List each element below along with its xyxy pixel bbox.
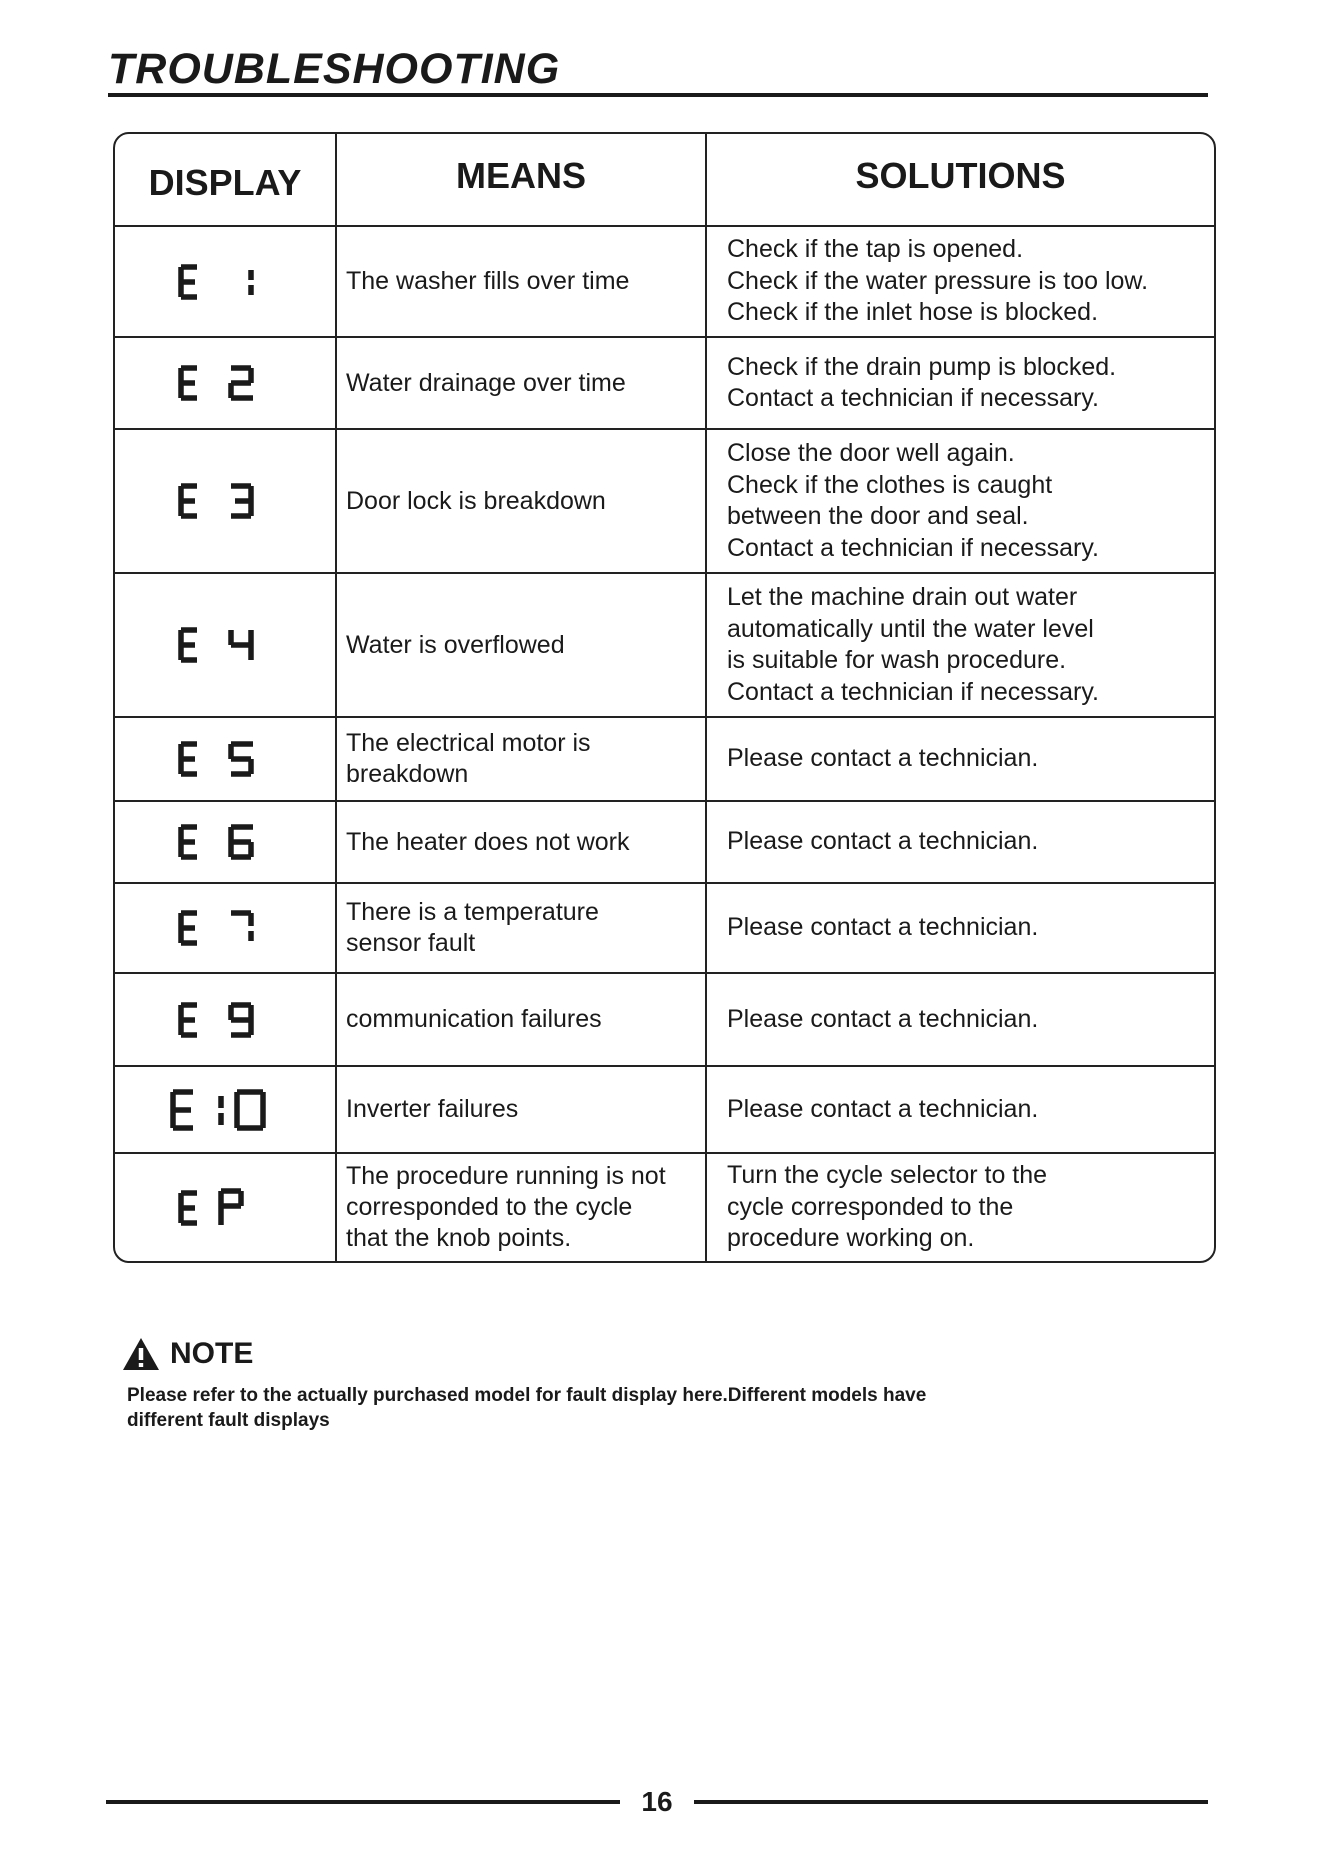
- header-solutions: SOLUTIONS: [706, 134, 1214, 226]
- solution-cell: Close the door well again. Check if the clothes is caught between the door and seal. Contact a technician if necessary.: [706, 429, 1214, 573]
- seven-segment-code: [177, 264, 273, 300]
- warning-triangle-icon: [122, 1337, 160, 1371]
- solution-cell: Please contact a technician.: [706, 801, 1214, 883]
- display-code-cell: [115, 337, 336, 429]
- seven-segment-code: [177, 741, 273, 777]
- solution-cell: Turn the cycle selector to the cycle corresponded to the procedure working on.: [706, 1153, 1214, 1261]
- solution-cell: Check if the tap is opened. Check if the water pressure is too low. Check if the inlet hose is blocked.: [706, 226, 1214, 337]
- page-title: TROUBLESHOOTING: [108, 45, 561, 93]
- display-code-cell: [115, 1153, 336, 1261]
- table-row: [115, 801, 1214, 883]
- table-row: [115, 1066, 1214, 1153]
- display-code-cell: [115, 1066, 336, 1153]
- footer-rule-right: [694, 1800, 1208, 1804]
- seven-segment-code: [177, 365, 273, 401]
- table-row: [115, 226, 1214, 337]
- solution-cell: Please contact a technician.: [706, 1066, 1214, 1153]
- note-text: Please refer to the actually purchased model for fault display here.Different models have different fault displays: [127, 1385, 927, 1431]
- display-code-cell: [115, 801, 336, 883]
- means-cell: The electrical motor is breakdown: [336, 717, 706, 801]
- seven-segment-code: [177, 1002, 273, 1038]
- seven-segment-code: [177, 824, 273, 860]
- means-cell: Door lock is breakdown: [336, 429, 706, 573]
- troubleshooting-table-frame: [113, 132, 1216, 1263]
- header-means: MEANS: [336, 134, 706, 226]
- display-code-cell: [115, 429, 336, 573]
- means-cell: The procedure running is not corresponded to the cycle that the knob points.: [336, 1153, 706, 1261]
- table-row: [115, 573, 1214, 717]
- display-code-cell: [115, 573, 336, 717]
- means-cell: Water drainage over time: [336, 337, 706, 429]
- table-row: [115, 717, 1214, 801]
- means-cell: The washer fills over time: [336, 226, 706, 337]
- solution-cell: Let the machine drain out water automatically until the water level is suitable for wash procedure. Contact a technician if necessary.: [706, 573, 1214, 717]
- means-cell: Inverter failures: [336, 1066, 706, 1153]
- seven-segment-code: [177, 910, 273, 946]
- seven-segment-code: [177, 483, 273, 519]
- table-row: [115, 883, 1214, 973]
- display-code-cell: [115, 226, 336, 337]
- display-code-cell: [115, 973, 336, 1066]
- solution-cell: Check if the drain pump is blocked. Contact a technician if necessary.: [706, 337, 1214, 429]
- troubleshooting-table: [115, 134, 1214, 1261]
- solution-cell: Please contact a technician.: [706, 883, 1214, 973]
- means-cell: Water is overflowed: [336, 573, 706, 717]
- note-label: NOTE: [170, 1337, 254, 1370]
- page-number: 16: [641, 1786, 673, 1817]
- seven-segment-code: [177, 1188, 273, 1228]
- title-underline: [108, 93, 1208, 97]
- table-row: [115, 337, 1214, 429]
- means-cell: There is a temperature sensor fault: [336, 883, 706, 973]
- seven-segment-code: [177, 627, 273, 663]
- display-code-cell: [115, 883, 336, 973]
- solution-cell: Please contact a technician.: [706, 717, 1214, 801]
- note-heading: [122, 1336, 253, 1372]
- display-code-cell: [115, 717, 336, 801]
- table-row: [115, 1153, 1214, 1261]
- table-row: [115, 973, 1214, 1066]
- means-cell: The heater does not work: [336, 801, 706, 883]
- means-cell: communication failures: [336, 973, 706, 1066]
- seven-segment-code: [169, 1088, 281, 1132]
- table-row: [115, 429, 1214, 573]
- footer-rule-left: [106, 1800, 620, 1804]
- table-header-row: [115, 134, 1214, 226]
- solution-cell: Please contact a technician.: [706, 973, 1214, 1066]
- header-display: DISPLAY: [115, 134, 336, 226]
